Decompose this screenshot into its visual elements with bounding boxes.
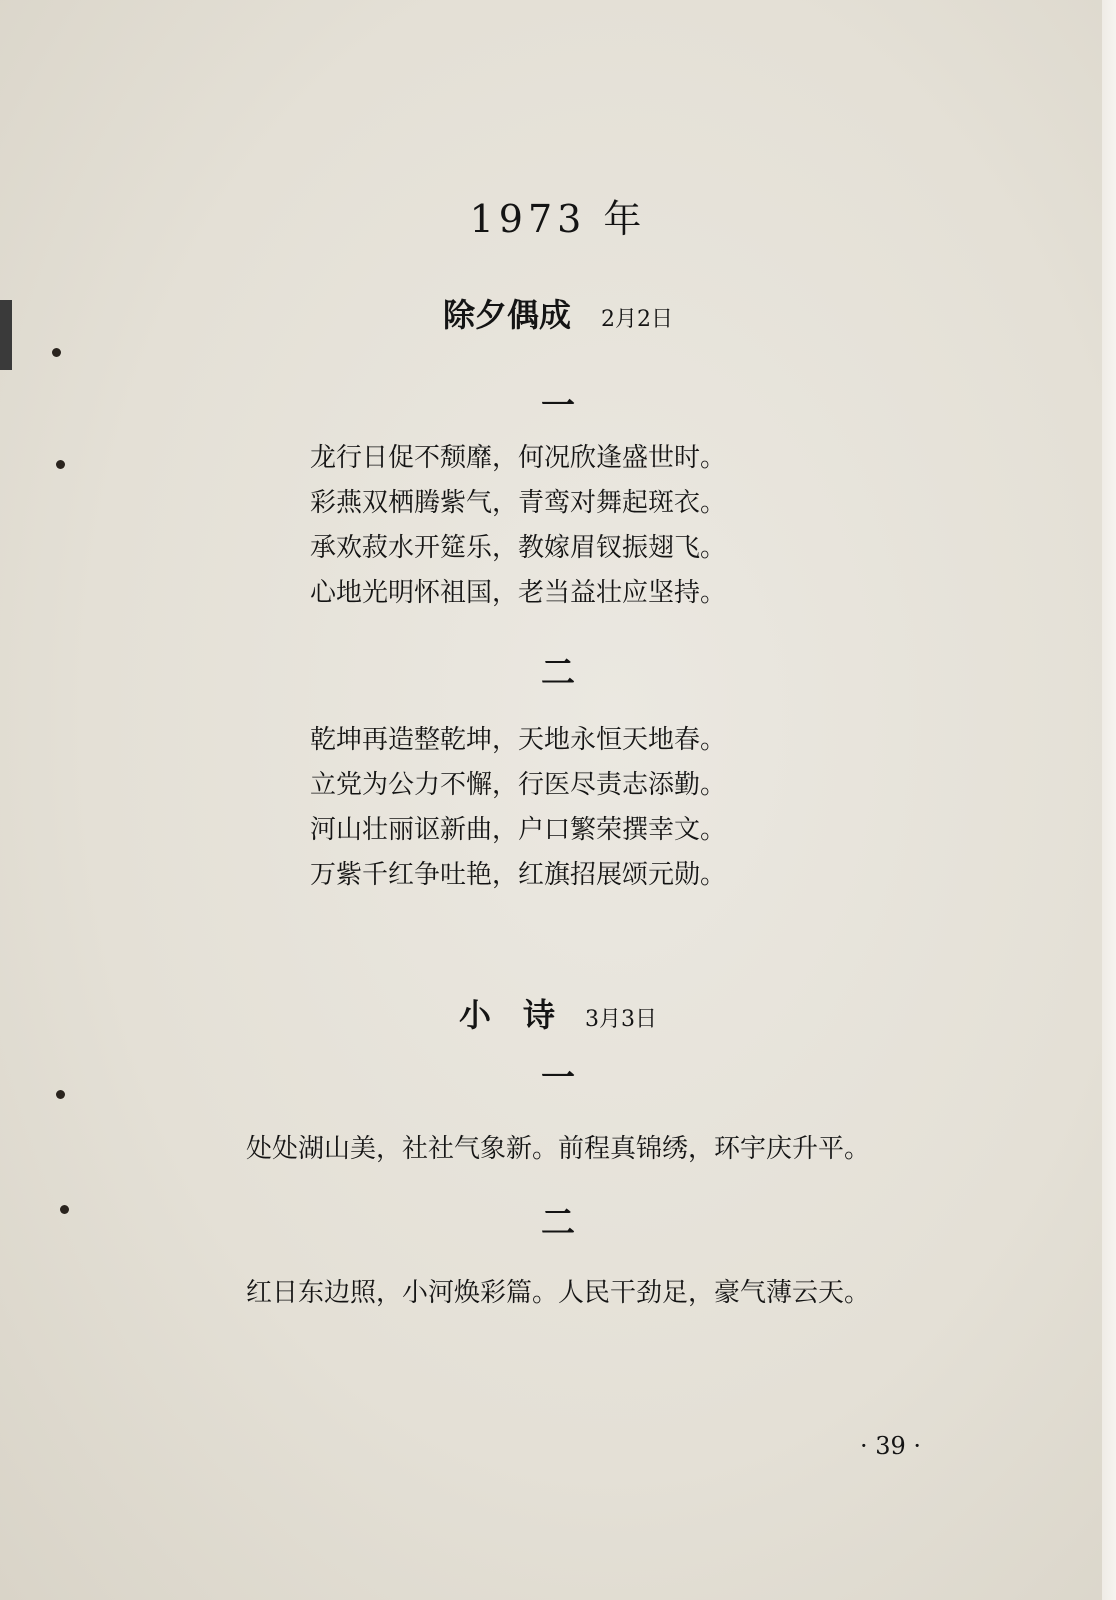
stanza [310, 718, 726, 898]
section-numeral: 一 [541, 1058, 575, 1098]
poem-line: 红日东边照，小河焕彩篇。人民干劲足，豪气薄云天。 [245, 1278, 870, 1308]
year-heading: 1973 年 [469, 197, 647, 241]
binding-hole [56, 460, 65, 469]
poem-line: 心地光明怀祖国，老当益壮应坚持。 [310, 578, 727, 608]
poem-line: 龙行日促不颓靡，何况欣逢盛世时。 [310, 443, 727, 473]
poem-line: 乾坤再造整乾坤，天地永恒天地春。 [310, 725, 727, 755]
binding-hole [52, 348, 61, 357]
poem-line: 处处湖山美，社社气象新。前程真锦绣，环宇庆升平。 [245, 1134, 870, 1164]
section-numeral: 一 [541, 386, 575, 426]
poem-date: 2月2日 [601, 307, 673, 332]
poem-line: 彩燕双栖腾紫气，青鸾对舞起斑衣。 [310, 488, 727, 518]
poem-line: 承欢菽水开筵乐，教嫁眉钗振翅飞。 [310, 533, 727, 563]
page-number: · 39 · [860, 1432, 922, 1460]
poem-line: 立党为公力不懈，行医尽责志添勤。 [310, 770, 727, 800]
poem-title-text: 除夕偶成 [442, 296, 571, 334]
poem-line: 河山壮丽讴新曲，户口繁荣撰幸文。 [310, 815, 727, 845]
poem-date: 3月3日 [585, 1007, 657, 1032]
section-numeral: 二 [541, 653, 575, 693]
poem-title-text: 小 诗 [458, 996, 555, 1034]
poem-title [0, 990, 1116, 1036]
stanza [310, 436, 726, 616]
poem-line: 万紫千红争吐艳，红旗招展颂元勋。 [310, 860, 727, 890]
section-numeral: 二 [541, 1203, 575, 1243]
poem-title [0, 290, 1116, 336]
